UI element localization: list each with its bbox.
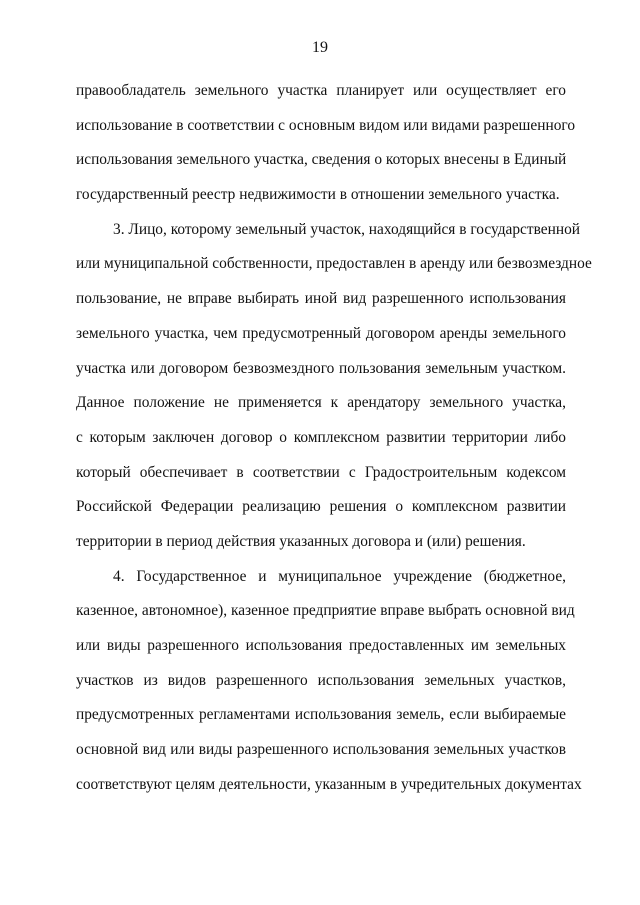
paragraph	[76, 74, 576, 213]
text-line: который обеспечивает в соответствии с Градостроительным кодексом	[76, 463, 566, 481]
text-line: участка или договором безвозмездного пользования земельным участком.	[76, 359, 566, 377]
document-body	[76, 74, 592, 802]
text-line: пользование, не вправе выбирать иной вид разрешенного использования	[76, 290, 566, 308]
text-line: или муниципальной собственности, предоставлен в аренду или безвозмездное	[76, 255, 592, 273]
text-line: Данное положение не применяется к арендатору земельного участка,	[76, 394, 566, 412]
text-line: соответствуют целям деятельности, указанным в учредительных документах	[76, 775, 582, 793]
paragraph	[76, 560, 582, 803]
text-line: 3. Лицо, которому земельный участок, находящийся в государственной	[113, 220, 581, 238]
text-line: территории в период действия указанных договора и (или) решения.	[76, 532, 526, 550]
text-line: Российской Федерации реализацию решения о комплексном развитии	[76, 498, 566, 516]
text-line: 4. Государственное и муниципальное учреждение (бюджетное,	[113, 567, 566, 585]
text-line: использование в соответствии с основным видом или видами разрешенного	[76, 116, 576, 134]
text-line: основной вид или виды разрешенного использования земельных участков	[76, 741, 566, 759]
text-line: участков из видов разрешенного использования земельных участков,	[76, 671, 566, 689]
text-line: предусмотренных регламентами использования земель, если выбираемые	[76, 706, 566, 724]
text-line: с которым заключен договор о комплексном развитии территории либо	[76, 428, 566, 446]
text-line: правообладатель земельного участка планирует или осуществляет его	[76, 82, 566, 99]
text-line: государственный реестр недвижимости в отношении земельного участка.	[76, 186, 560, 204]
page-number: 19	[312, 39, 328, 56]
text-line: земельного участка, чем предусмотренный договором аренды земельного	[76, 324, 566, 342]
text-line: казенное, автономное), казенное предприятие вправе выбрать основной вид	[76, 602, 575, 620]
text-line: или виды разрешенного использования предоставленных им земельных	[76, 637, 566, 654]
paragraph	[76, 213, 592, 560]
text-line: использования земельного участка, сведения о которых внесены в Единый	[76, 151, 567, 169]
